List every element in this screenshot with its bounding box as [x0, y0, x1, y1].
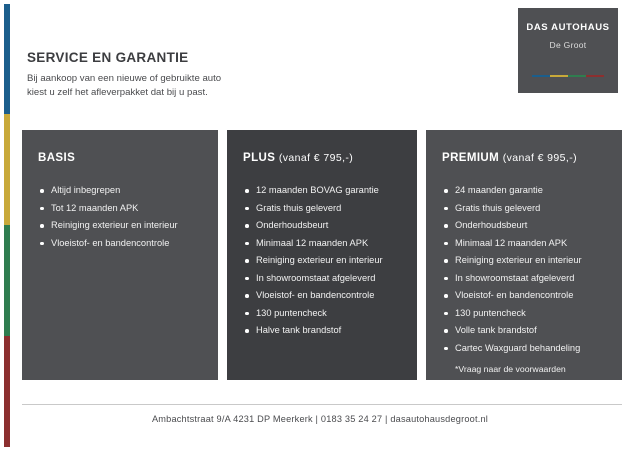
- list-item: Reiniging exterieur en interieur: [442, 252, 606, 270]
- feature-list-premium: [442, 182, 606, 379]
- package-price-premium: (vanaf € 995,-): [502, 152, 578, 164]
- list-item: Minimaal 12 maanden APK: [243, 235, 401, 253]
- list-item: Vloeistof- en bandencontrole: [243, 287, 401, 305]
- list-item: In showroomstaat afgeleverd: [243, 270, 401, 288]
- list-item: Altijd inbegrepen: [38, 182, 202, 200]
- footer-divider: [22, 404, 622, 405]
- brand-accent-rule: [532, 75, 604, 77]
- package-card-premium: [426, 130, 622, 380]
- list-item: In showroomstaat afgeleverd: [442, 270, 606, 288]
- list-item: Tot 12 maanden APK: [38, 200, 202, 218]
- feature-list-basis: [38, 182, 202, 252]
- list-item: 24 maanden garantie: [442, 182, 606, 200]
- list-item: 12 maanden BOVAG garantie: [243, 182, 401, 200]
- list-item: 130 puntencheck: [243, 305, 401, 323]
- package-title-basis: [38, 152, 202, 164]
- footer-contact: Ambachtstraat 9/A 4231 DP Meerkerk | 0183 35 24 27 | dasautohausdegroot.nl: [151, 414, 489, 424]
- list-item: Vloeistof- en bandencontrole: [442, 287, 606, 305]
- package-title-premium: [442, 152, 606, 164]
- page-subtitle-line-2: kiest u zelf het afleverpakket dat bij u past.: [27, 87, 208, 98]
- list-item: Gratis thuis geleverd: [442, 200, 606, 218]
- list-item: Reiniging exterieur en interieur: [38, 217, 202, 235]
- list-item: Vloeistof- en bandencontrole: [38, 235, 202, 253]
- package-title-plus: [243, 152, 401, 164]
- page-subtitle-line-1: Bij aankoop van een nieuwe of gebruikte auto: [27, 73, 222, 84]
- package-card-basis: [22, 130, 218, 380]
- list-item: Gratis thuis geleverd: [243, 200, 401, 218]
- list-item: Halve tank brandstof: [243, 322, 401, 340]
- list-item: Reiniging exterieur en interieur: [243, 252, 401, 270]
- headline-block: [27, 50, 357, 100]
- page-title: SERVICE EN GARANTIE: [27, 50, 189, 65]
- package-columns: [22, 130, 622, 380]
- package-name-basis: BASIS: [38, 152, 76, 164]
- package-name-premium: PREMIUM: [442, 152, 500, 164]
- page-subtitle: [27, 72, 357, 100]
- package-card-plus: [227, 130, 417, 380]
- feature-list-plus: [243, 182, 401, 340]
- list-item: Onderhoudsbeurt: [243, 217, 401, 235]
- brand-name: DAS AUTOHAUS: [526, 22, 610, 33]
- list-item: 130 puntencheck: [442, 305, 606, 323]
- list-item: Onderhoudsbeurt: [442, 217, 606, 235]
- brand-logo-block: [518, 8, 618, 93]
- list-item: Minimaal 12 maanden APK: [442, 235, 606, 253]
- list-item: Volle tank brandstof: [442, 322, 606, 340]
- package-price-plus: (vanaf € 795,-): [278, 152, 354, 164]
- left-accent-bar: [4, 4, 10, 447]
- package-name-plus: PLUS: [243, 152, 276, 164]
- package-note-premium: *Vraag naar de voorwaarden: [455, 364, 566, 374]
- list-item: Cartec Waxguard behandeling: [442, 340, 606, 358]
- brand-sub: De Groot: [549, 40, 587, 50]
